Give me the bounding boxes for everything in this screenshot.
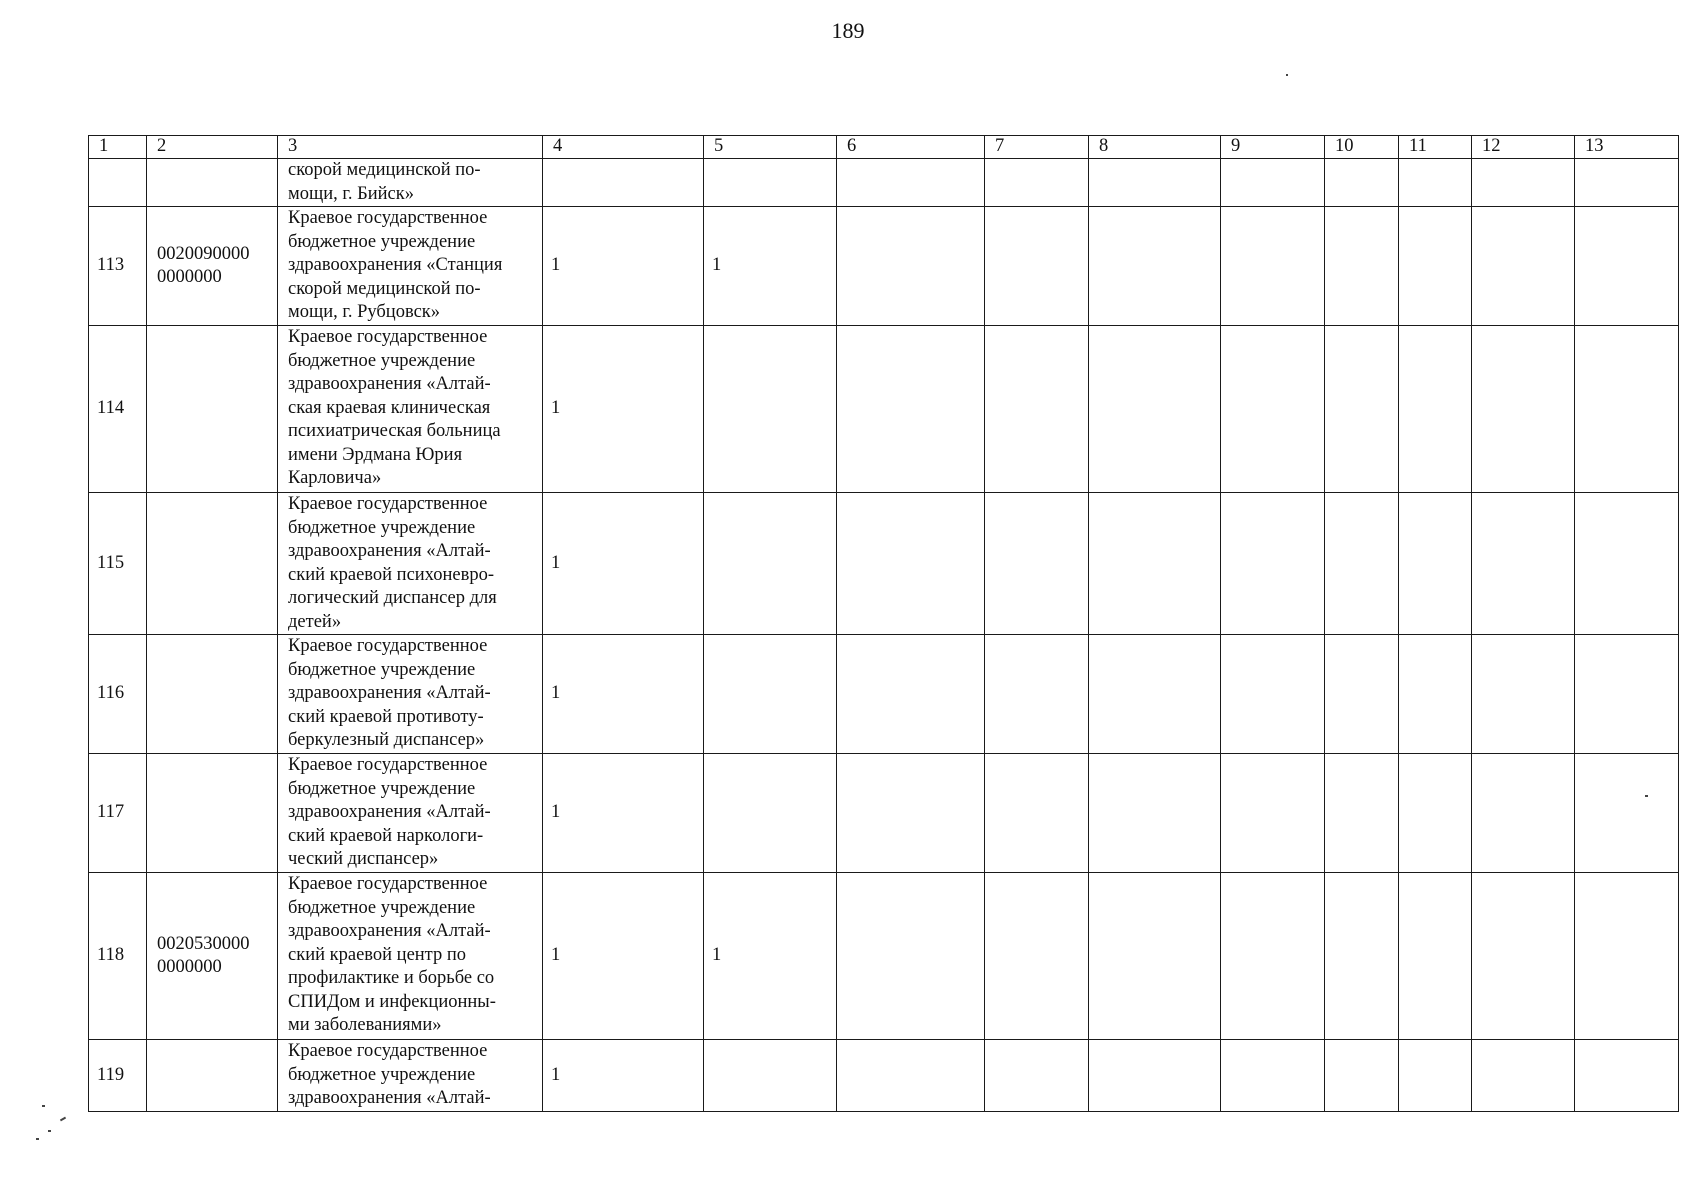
row-name: скорой медицинской по- мощи, г. Бийск» [278,159,543,207]
empty-cell [1472,754,1575,873]
page-number: 189 [831,18,865,43]
empty-cell [1472,1040,1575,1112]
row-code [147,635,278,754]
scan-speck [42,1105,45,1107]
row-col5: 1 [704,207,837,326]
table-row [89,493,1679,635]
empty-cell [837,754,985,873]
row-col5 [704,754,837,873]
empty-cell [1325,635,1399,754]
header-cell: 13 [1575,136,1679,159]
empty-cell [985,326,1089,493]
scan-speck [1286,74,1288,76]
header-cell: 5 [704,136,837,159]
empty-cell [1472,493,1575,635]
empty-cell [837,1040,985,1112]
row-code: 0020530000 0000000 [147,873,278,1040]
empty-cell [837,635,985,754]
empty-cell [837,207,985,326]
row-code [147,326,278,493]
empty-cell [1472,326,1575,493]
empty-cell [1575,159,1679,207]
empty-cell [1325,326,1399,493]
empty-cell [837,159,985,207]
empty-cell [985,873,1089,1040]
table-row [89,635,1679,754]
empty-cell [1399,754,1472,873]
row-number: 113 [89,207,147,326]
table-row [89,1040,1679,1112]
empty-cell [985,493,1089,635]
empty-cell [1399,873,1472,1040]
empty-cell [985,1040,1089,1112]
empty-cell [1325,159,1399,207]
row-number: 116 [89,635,147,754]
row-code [147,159,278,207]
table-row [89,207,1679,326]
empty-cell [1575,326,1679,493]
empty-cell [1089,207,1221,326]
empty-cell [1399,159,1472,207]
row-code [147,754,278,873]
empty-cell [1575,873,1679,1040]
header-cell: 1 [89,136,147,159]
scan-speck [48,1130,51,1132]
empty-cell [1089,873,1221,1040]
row-col4: 1 [543,207,704,326]
row-col4: 1 [543,635,704,754]
empty-cell [1221,1040,1325,1112]
empty-cell [1399,635,1472,754]
header-cell: 3 [278,136,543,159]
empty-cell [1221,326,1325,493]
table-row [89,873,1679,1040]
empty-cell [1575,1040,1679,1112]
row-number: 117 [89,754,147,873]
empty-cell [1089,1040,1221,1112]
empty-cell [1089,326,1221,493]
row-number: 118 [89,873,147,1040]
empty-cell [1325,493,1399,635]
empty-cell [1472,159,1575,207]
row-name: Краевое государственное бюджетное учреждение здравоохранения «Станция скорой медицинской по- мощи, г. Рубцовск» [278,207,543,326]
empty-cell [985,754,1089,873]
empty-cell [1399,207,1472,326]
empty-cell [1575,207,1679,326]
row-number [89,159,147,207]
empty-cell [837,873,985,1040]
row-col4: 1 [543,754,704,873]
empty-cell [1221,207,1325,326]
row-col4: 1 [543,493,704,635]
row-name: Краевое государственное бюджетное учреждение здравоохранения «Алтай- ский краевой центр по профилактике и борьбе со СПИДом и инфекционны- ми заболеваниями» [278,873,543,1040]
row-col5 [704,493,837,635]
row-col5 [704,159,837,207]
header-cell: 11 [1399,136,1472,159]
header-cell: 9 [1221,136,1325,159]
header-cell: 10 [1325,136,1399,159]
empty-cell [1399,1040,1472,1112]
row-col5 [704,635,837,754]
header-row [89,136,1679,159]
row-col5: 1 [704,873,837,1040]
empty-cell [1221,493,1325,635]
row-code [147,1040,278,1112]
empty-cell [985,159,1089,207]
table-row [89,159,1679,207]
empty-cell [1472,873,1575,1040]
scan-speck [1645,795,1648,797]
scan-speck [60,1117,66,1122]
empty-cell [1325,873,1399,1040]
table-row [89,754,1679,873]
empty-cell [1221,754,1325,873]
table-row [89,326,1679,493]
empty-cell [1089,159,1221,207]
row-number: 115 [89,493,147,635]
row-col4 [543,159,704,207]
empty-cell [1221,159,1325,207]
header-cell: 4 [543,136,704,159]
empty-cell [1575,635,1679,754]
row-code: 0020090000 0000000 [147,207,278,326]
empty-cell [837,326,985,493]
row-col5 [704,1040,837,1112]
empty-cell [985,635,1089,754]
register-table [88,135,1679,1112]
empty-cell [985,207,1089,326]
empty-cell [1399,326,1472,493]
row-name: Краевое государственное бюджетное учреждение здравоохранения «Алтай- ский краевой наркологи- ческий диспансер» [278,754,543,873]
empty-cell [1325,207,1399,326]
row-name: Краевое государственное бюджетное учреждение здравоохранения «Алтай- ская краевая клиническая психиатрическая больница имени Эрдмана Юрия Карловича» [278,326,543,493]
row-name: Краевое государственное бюджетное учреждение здравоохранения «Алтай- ский краевой психоневро- логический диспансер для детей» [278,493,543,635]
row-col4: 1 [543,326,704,493]
header-cell: 7 [985,136,1089,159]
header-cell: 2 [147,136,278,159]
empty-cell [1089,754,1221,873]
scan-speck [36,1138,39,1140]
empty-cell [1472,635,1575,754]
empty-cell [837,493,985,635]
empty-cell [1221,873,1325,1040]
row-code [147,493,278,635]
empty-cell [1089,635,1221,754]
empty-cell [1089,493,1221,635]
empty-cell [1575,754,1679,873]
header-cell: 12 [1472,136,1575,159]
empty-cell [1575,493,1679,635]
header-cell: 6 [837,136,985,159]
empty-cell [1325,1040,1399,1112]
row-name: Краевое государственное бюджетное учреждение здравоохранения «Алтай- [278,1040,543,1112]
row-number: 119 [89,1040,147,1112]
row-number: 114 [89,326,147,493]
empty-cell [1399,493,1472,635]
row-col4: 1 [543,873,704,1040]
empty-cell [1472,207,1575,326]
empty-cell [1325,754,1399,873]
row-col5 [704,326,837,493]
row-col4: 1 [543,1040,704,1112]
empty-cell [1221,635,1325,754]
header-cell: 8 [1089,136,1221,159]
row-name: Краевое государственное бюджетное учреждение здравоохранения «Алтай- ский краевой противоту- беркулезный диспансер» [278,635,543,754]
